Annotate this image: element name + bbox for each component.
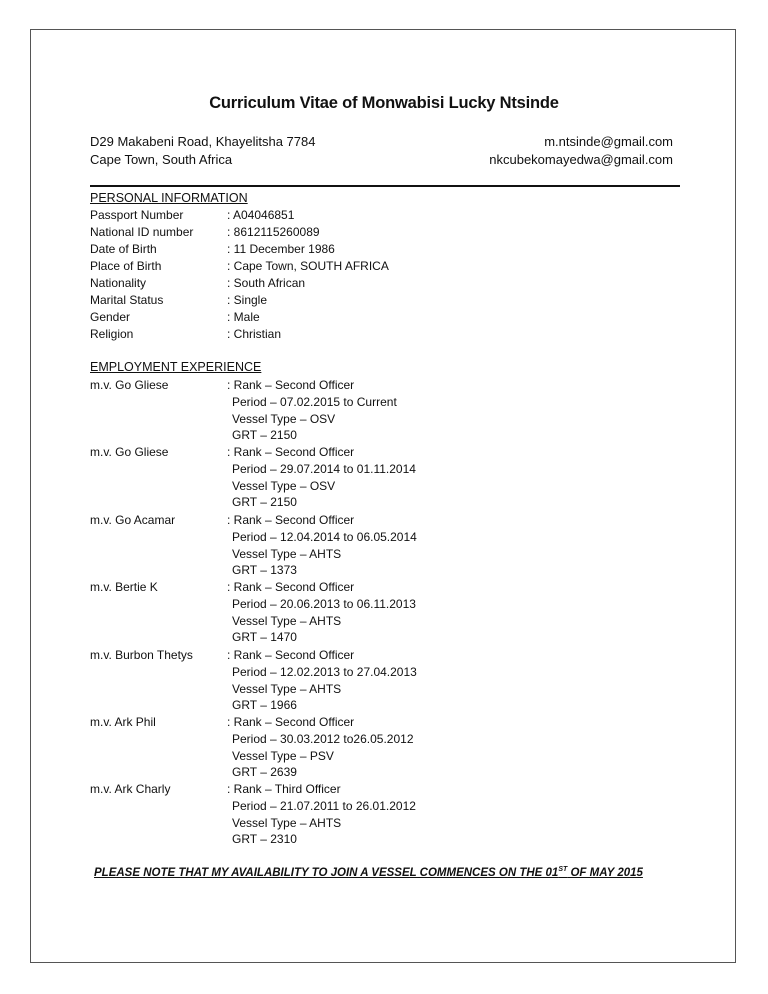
job-details (227, 647, 417, 714)
job-rank: : Rank – Second Officer (227, 715, 355, 729)
job-details (227, 781, 416, 848)
job-grt: GRT – 1966 (232, 698, 297, 713)
field-value: : Single (227, 293, 268, 307)
job-rank: : Rank – Second Officer (227, 445, 355, 459)
job-grt: GRT – 2150 (232, 495, 297, 510)
field-value: : 8612115260089 (227, 225, 320, 239)
job-vessel-type: Vessel Type – AHTS (232, 546, 342, 561)
vessel-name: m.v. Ark Charly (90, 782, 171, 796)
job-vessel-type: Vessel Type – OSV (232, 411, 336, 426)
job-grt: GRT – 2639 (232, 765, 297, 780)
job-details (227, 579, 416, 646)
job-period: Period – 20.06.2013 to 06.11.2013 (232, 596, 416, 611)
job-vessel-type: Vessel Type – AHTS (232, 613, 342, 628)
field-value: : Cape Town, SOUTH AFRICA (227, 259, 389, 273)
job-grt: GRT – 1470 (232, 630, 297, 645)
field-label: Place of Birth (90, 259, 162, 273)
job-details (227, 714, 414, 781)
job-vessel-type: Vessel Type – PSV (232, 748, 334, 763)
job-grt: GRT – 1373 (232, 563, 297, 578)
field-label: Marital Status (90, 293, 164, 307)
job-period: Period – 07.02.2015 to Current (232, 394, 397, 409)
field-label: Nationality (90, 276, 147, 290)
cv-title: Curriculum Vitae of Monwabisi Lucky Ntsinde (209, 94, 559, 112)
employment-heading: EMPLOYMENT EXPERIENCE (90, 360, 262, 374)
job-period: Period – 12.02.2013 to 27.04.2013 (232, 664, 417, 679)
availability-note (94, 866, 643, 879)
field-label: Date of Birth (90, 242, 157, 256)
vessel-name: m.v. Bertie K (90, 580, 158, 594)
field-value: : South African (227, 276, 306, 290)
field-label: Gender (90, 310, 131, 324)
note-text: PLEASE NOTE THAT MY AVAILABILITY TO JOIN A VESSEL COMMENCES ON THE 01 (94, 866, 559, 879)
job-grt: GRT – 2150 (232, 428, 297, 443)
job-vessel-type: Vessel Type – AHTS (232, 681, 342, 696)
job-period: Period – 29.07.2014 to 01.11.2014 (232, 461, 416, 476)
vessel-name: m.v. Go Gliese (90, 445, 169, 459)
job-period: Period – 21.07.2011 to 26.01.2012 (232, 798, 416, 813)
job-period: Period – 30.03.2012 to26.05.2012 (232, 731, 414, 746)
note-superscript: ST (558, 866, 568, 873)
job-period: Period – 12.04.2014 to 06.05.2014 (232, 529, 417, 544)
field-value: : Christian (227, 327, 282, 341)
job-details (227, 444, 416, 511)
email-primary[interactable]: m.ntsinde@gmail.com (544, 134, 673, 149)
field-value: : Male (227, 310, 260, 324)
job-rank: : Rank – Second Officer (227, 378, 355, 392)
vessel-name: m.v. Burbon Thetys (90, 648, 193, 662)
vessel-name: m.v. Ark Phil (90, 715, 156, 729)
field-label: Religion (90, 327, 134, 341)
field-label: National ID number (90, 225, 194, 239)
email-secondary[interactable]: nkcubekomayedwa@gmail.com (489, 152, 673, 167)
vessel-name: m.v. Go Acamar (90, 513, 176, 527)
personal-info-heading: PERSONAL INFORMATION (90, 191, 248, 205)
field-value: : 11 December 1986 (227, 242, 335, 256)
field-label: Passport Number (90, 208, 184, 222)
job-rank: : Rank – Second Officer (227, 648, 355, 662)
address-line-2: Cape Town, South Africa (90, 152, 233, 167)
job-vessel-type: Vessel Type – AHTS (232, 815, 342, 830)
address-line-1: D29 Makabeni Road, Khayelitsha 7784 (90, 134, 316, 149)
job-rank: : Rank – Second Officer (227, 580, 355, 594)
job-rank: : Rank – Second Officer (227, 513, 355, 527)
job-grt: GRT – 2310 (232, 832, 297, 847)
note-text-end: OF MAY 2015 (567, 866, 643, 879)
field-value: : A04046851 (227, 208, 295, 222)
job-rank: : Rank – Third Officer (227, 782, 341, 796)
job-details (227, 377, 397, 444)
header-divider (90, 185, 680, 187)
job-details (227, 512, 417, 579)
vessel-name: m.v. Go Gliese (90, 378, 169, 392)
job-vessel-type: Vessel Type – OSV (232, 478, 336, 493)
